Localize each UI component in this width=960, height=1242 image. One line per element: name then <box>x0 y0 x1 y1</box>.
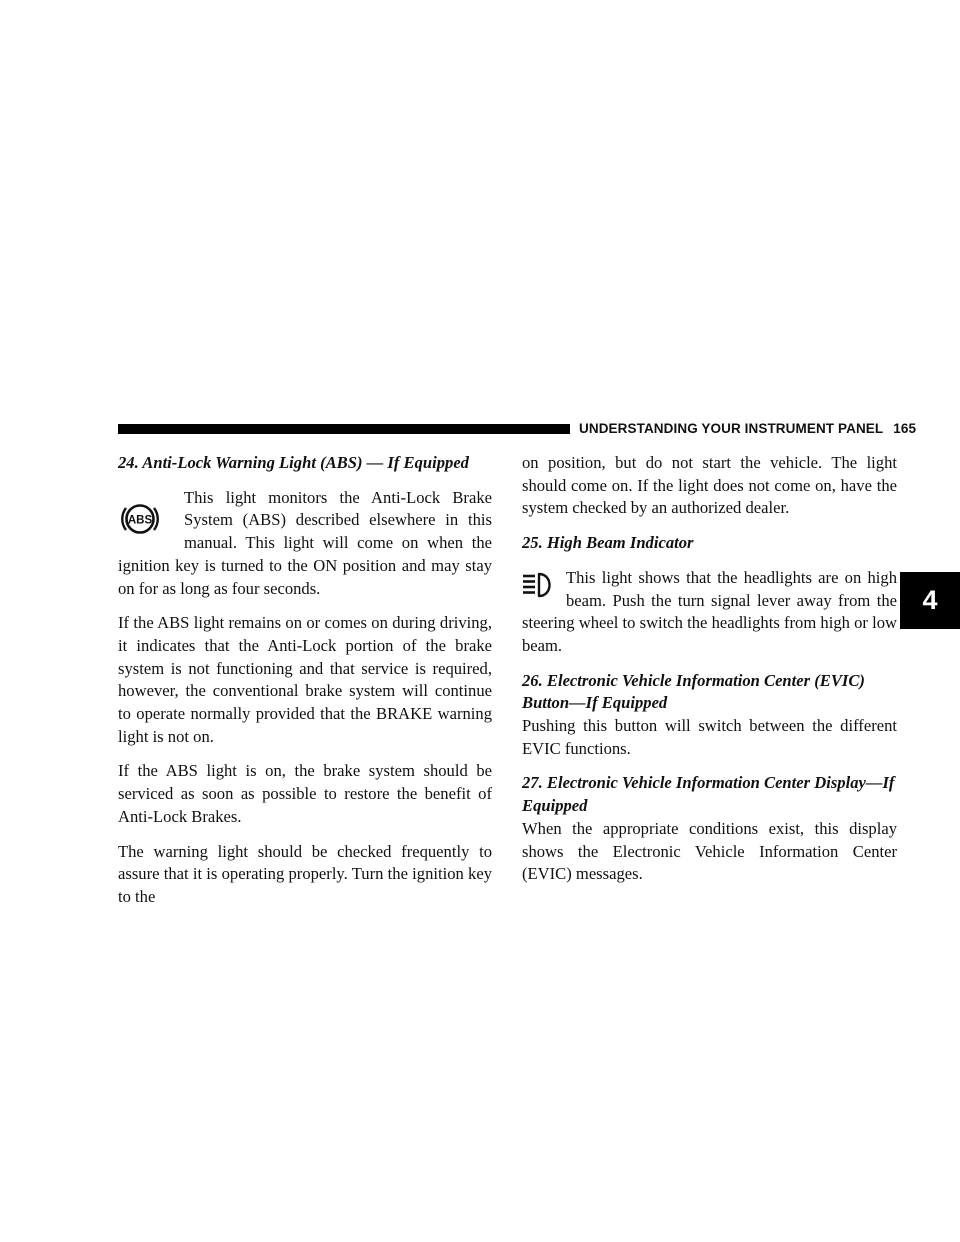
section-25-heading: 25. High Beam Indicator <box>522 533 694 553</box>
section-24-intro-block <box>118 487 492 601</box>
chapter-tab: 4 <box>900 572 960 629</box>
abs-paragraph-2: If the ABS light is on, the brake system should be serviced as soon as possible to restore the benefit of Anti-Lock Brakes. <box>118 761 492 826</box>
section-26-heading-line-1: 26. Electronic Vehicle Information Center (EVIC) <box>522 670 865 690</box>
running-header <box>579 420 916 438</box>
abs-paragraph-3: The warning light should be checked frequently to assure that it is operating properly. Turn the ignition key to the <box>118 841 492 906</box>
left-column <box>118 452 492 909</box>
section-25-body-block <box>522 567 897 658</box>
abs-paragraph-1: If the ABS light remains on or comes on during driving, it indicates that the Anti-Lock portion of the brake system is not functioning and that service is required, however, the conventional brake system will continue to operate normally provided that the BRAKE warning light is not on. <box>118 613 492 746</box>
section-27-body: When the appropriate conditions exist, this display shows the Electronic Vehicle Information Center (EVIC) messages. <box>522 818 897 884</box>
high-beam-icon <box>522 571 556 599</box>
section-25-body: This light shows that the headlights are on high beam. Push the turn signal lever away from the steering wheel to switch the headlights from high or low beam. <box>522 567 897 655</box>
page-number: 165 <box>893 421 917 436</box>
section-26-body: Pushing this button will switch between the different EVIC functions. <box>522 716 897 758</box>
header-rule <box>118 424 570 434</box>
continued-paragraph: on position, but do not start the vehicle. The light should come on. If the light does not come on, have the system checked by an authorized dealer. <box>522 453 897 518</box>
abs-icon-label: ABS <box>127 514 153 527</box>
abs-warning-icon <box>118 501 162 537</box>
section-24-heading: 24. Anti-Lock Warning Light (ABS) — If Equipped <box>118 453 469 472</box>
header-title: UNDERSTANDING YOUR INSTRUMENT PANEL <box>579 421 884 436</box>
right-column <box>522 452 897 886</box>
section-27-heading-line-2: Equipped <box>522 796 588 816</box>
section-26-heading-line-2: Button—If Equipped <box>522 693 668 713</box>
section-24-intro: This light monitors the Anti-Lock Brake System (ABS) described elsewhere in this manual. This light will come on when the ignition key is turned to the ON position and may stay on for as long as four seconds. <box>118 487 492 598</box>
section-27-heading-line-1: 27. Electronic Vehicle Information Center Display—If <box>522 773 895 793</box>
